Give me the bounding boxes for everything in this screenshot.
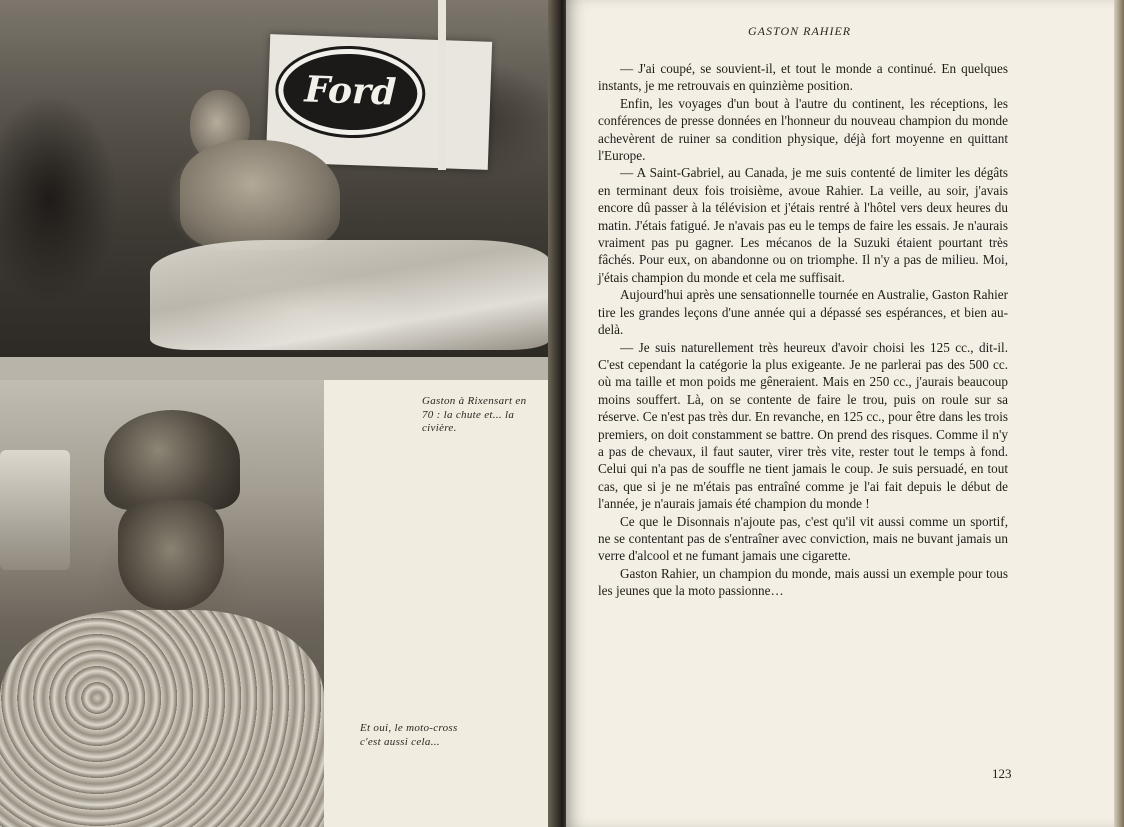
photo-rider-fallen xyxy=(0,0,556,357)
ford-logo-icon xyxy=(277,47,424,138)
rider-torso xyxy=(180,140,340,250)
ford-logo-text: Ford xyxy=(303,68,397,114)
mud-helmet xyxy=(104,410,240,510)
paragraph: — Je suis naturellement très heureux d'avoir choisi les 125 cc., dit-il. C'est cependant la catégorie la plus exigeante. Je ne parlerai pas des 500 cc. où ma taille et mon poids me gêneraient. Mais en 250 cc., j'aurais beaucoup moins souffert. Là, on se contente de faire le trou, puis on roule sur sa réserve. Ce n'est pas très dur. En revanche, en 125 cc., pour être dans les trois premiers, on doit constamment se battre. On prend des risques. Comme il n'y a pas de chevaux, il faut sauter, virer très vite, rester tout le temps à fond. Celui qui n'a pas de souffle ne tient jamais le coup. Je suis persuadé, en tout cas, que si je ne m'étais pas entraîné comme je l'ai fait depuis le début de l'année, je n'aurais jamais été champion du monde ! xyxy=(598,339,1008,512)
running-head: GASTON RAHIER xyxy=(748,24,852,38)
paragraph: Enfin, les voyages d'un bout à l'autre du continent, les réceptions, les conférences de presse données en l'honneur du nouveau champion du monde achevèrent de ruiner sa condition physique, déjà fort moyenne en quittant l'Europe. xyxy=(598,95,1008,164)
background-car xyxy=(0,450,70,570)
paragraph: Aujourd'hui après une sensationnelle tournée en Australie, Gaston Rahier tire les grandes leçons d'une année qui a dépassé ses espérances, et bien au-delà. xyxy=(598,287,1008,338)
banner-pole xyxy=(438,0,446,170)
mud-jersey xyxy=(0,610,324,827)
caption-motocross: Et oui, le moto-cross c'est aussi cela... xyxy=(360,722,458,748)
paragraph: Gaston Rahier, un champion du monde, mais aussi un exemple pour tous les jeunes que la moto passionne… xyxy=(598,565,1008,599)
stretcher-cloth xyxy=(150,240,550,350)
paragraph: Ce que le Disonnais n'ajoute pas, c'est qu'il vit aussi comme un sportif, ne se contentant pas de s'entraîner avec conviction, mais ne buvant jamais un verre d'alcool et ne fumant jamais une cigarette. xyxy=(598,513,1008,564)
left-page xyxy=(0,0,556,827)
body-text xyxy=(598,60,1008,600)
paragraph: — A Saint-Gabriel, au Canada, je me suis contenté de limiter les dégâts en terminant deux fois troisième, avoue Rahier. La veille, au soir, j'avais encore dû passer à la télévision et j'étais rentré à l'hôtel vers deux heures du matin. J'étais fatigué. Je n'avais pas eu le temps de faire les essais. Je n'aurais vraiment pas pu gagner. Les mécanos de la Suzuki étaient pourtant très fâchés. Pour eux, on abandonne ou on triomphe. Il n'y a pas de milieu. Moi, j'étais champion du monde et cela me suffisait. xyxy=(598,165,1008,285)
paragraph: — J'ai coupé, se souvient-il, et tout le monde a continué. En quelques instants, je me retrouvais en quinzième position. xyxy=(598,61,1008,94)
page-edge xyxy=(1114,0,1124,827)
mud-face xyxy=(118,500,224,610)
page-number: 123 xyxy=(992,766,1012,781)
caption-rixensart: Gaston à Rixensart en 70 : la chute et... la civière. xyxy=(422,395,527,434)
photo-muddy-rider xyxy=(0,380,324,827)
photo-divider xyxy=(0,357,556,380)
